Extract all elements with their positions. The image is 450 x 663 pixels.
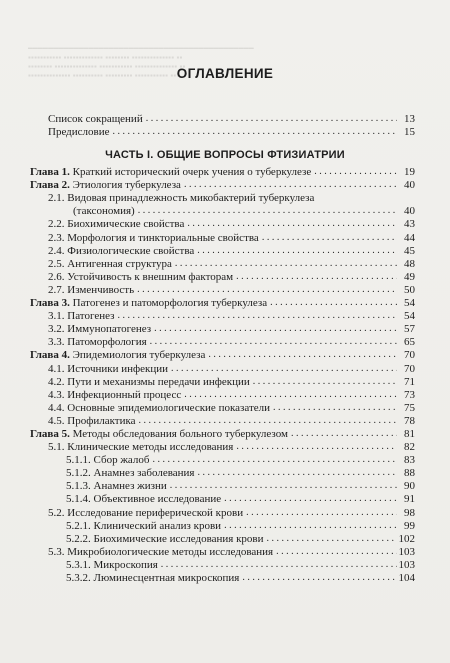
page-number: 70 [404, 349, 415, 362]
toc-entry-title: 5.3.2. Люминесцентная микроскопия [66, 572, 240, 584]
section-entry[interactable] [30, 545, 415, 558]
section-entry[interactable] [30, 440, 415, 453]
page-number: 50 [404, 283, 415, 296]
section-entry[interactable] [30, 505, 415, 518]
toc-entry-title: Глава 5. Методы обследования больного туберкулезом [30, 427, 288, 440]
page-number: 103 [398, 558, 415, 571]
toc-entry-title: 4.5. Профилактика [48, 414, 136, 427]
page-number: 49 [404, 270, 415, 283]
section-entry[interactable] [30, 453, 415, 466]
toc-entry-title: 5.3. Микробиологические методы исследования [48, 545, 274, 558]
leader-dots [224, 493, 397, 505]
chapter-label: Глава 3. [30, 297, 70, 310]
page-number: 73 [404, 388, 415, 401]
leader-dots [197, 245, 397, 257]
leader-dots [267, 533, 397, 545]
chapter-label: Глава 5. [30, 427, 70, 440]
chapter-entry[interactable] [30, 296, 415, 309]
page-number: 13 [404, 113, 415, 126]
toc-entry-title: Глава 2. Этиология туберкулеза [30, 179, 181, 192]
section-entry[interactable] [30, 217, 415, 230]
toc-entry-title: Глава 3. Патогенез и патоморфология туберкулеза [30, 297, 268, 310]
page-number: 83 [404, 454, 415, 467]
page-number: 70 [404, 362, 415, 375]
toc-entry-title: 2.6. Устойчивость к внешним факторам [48, 270, 234, 283]
leader-dots [291, 428, 397, 440]
leader-dots [152, 454, 397, 466]
page-number: 88 [404, 467, 415, 480]
page-number: 98 [404, 506, 415, 519]
chapter-entry[interactable] [30, 165, 415, 178]
section-entry[interactable] [30, 375, 415, 388]
part-title: ЧАСТЬ I. ОБЩИЕ ВОПРОСЫ ФТИЗИАТРИИ [105, 149, 345, 161]
page-number: 71 [404, 375, 415, 388]
leader-dots [242, 572, 396, 584]
toc-entry-title: 5.2.1. Клинический анализ крови [66, 519, 222, 532]
toc-entry-title: Глава 4. Эпидемиология туберкулеза [30, 349, 206, 362]
section-entry[interactable] [30, 361, 415, 374]
section-entry[interactable] [30, 492, 415, 505]
front-matter-entry[interactable] [30, 112, 415, 125]
leader-dots [184, 389, 397, 401]
toc-entry-title: 2.7. Изменчивость [48, 283, 135, 296]
front-matter-entry[interactable] [30, 125, 415, 138]
toc-entry-title: 2.2. Биохимические свойства [48, 218, 185, 231]
page-number: 19 [404, 166, 415, 179]
section-entry[interactable] [30, 519, 415, 532]
toc-entry-title: 5.1.4. Объективное исследование [66, 493, 222, 506]
section-entry[interactable] [30, 558, 415, 571]
leader-dots [146, 113, 397, 125]
leader-dots [150, 336, 397, 348]
leader-dots [154, 323, 397, 335]
page-number: 104 [398, 572, 415, 584]
page-number: 90 [404, 480, 415, 493]
leader-dots [236, 441, 397, 453]
toc-entry-title: 5.1.2. Анамнез заболевания [66, 467, 195, 480]
page-number: 91 [404, 493, 415, 506]
toc-entry-title: 5.3.1. Микроскопия [66, 558, 158, 571]
section-entry[interactable] [30, 204, 415, 217]
section-entry[interactable] [30, 270, 415, 283]
section-entry[interactable] [30, 414, 415, 427]
toc-entry-title: Глава 1. Краткий исторический очерк учения о туберкулезе [30, 166, 312, 179]
page-number: 81 [404, 427, 415, 440]
leader-dots [175, 258, 397, 270]
leader-dots [236, 271, 397, 283]
section-entry[interactable] [30, 466, 415, 479]
page-number: 54 [404, 297, 415, 310]
chapter-entry[interactable] [30, 178, 415, 191]
front-matter-list [30, 112, 415, 138]
page-number: 15 [404, 126, 415, 139]
toc-entry-title: 2.1. Видовая принадлежность микобактерий туберкулеза [48, 192, 315, 205]
section-entry[interactable] [30, 388, 415, 401]
leader-dots [246, 507, 397, 519]
section-entry[interactable] [30, 532, 415, 545]
page-number: 78 [404, 414, 415, 427]
page-number: 54 [404, 310, 415, 323]
toc-entry-title: 2.3. Морфология и тинкториальные свойства [48, 231, 259, 244]
show-through-text: ━━━━━━━━━━━━━━━━━━━━━━━━━━━━━━━━━━━━━━━━━━━━━ ▪▪▪▪▪▪▪▪▪▪▪ ▪▪▪▪▪▪▪▪▪▪▪▪▪ ▪▪▪▪▪▪▪▪ ▪▪▪▪▪▪▪▪▪▪▪▪▪▪ ▪▪ ▪▪▪▪▪▪▪▪ ▪▪▪▪▪▪▪▪▪▪▪▪▪▪ ▪▪▪▪▪▪▪▪▪▪▪ ▪▪▪▪▪▪▪▪▪▪▪▪▪▪ ▪▪ ▪▪▪▪▪▪▪▪▪▪▪▪▪▪ ▪▪▪▪▪▪▪▪▪▪ ▪▪▪▪▪▪▪▪▪ ▪▪▪▪▪▪▪▪▪▪▪ ▪▪▪ [28, 44, 254, 80]
page-number: 99 [404, 519, 415, 532]
toc-entry-title: 5.2. Исследование периферической крови [48, 506, 244, 519]
leader-dots [314, 166, 397, 178]
section-entry[interactable] [30, 309, 415, 322]
section-entry[interactable] [30, 479, 415, 492]
section-entry[interactable] [30, 322, 415, 335]
leader-dots [262, 232, 397, 244]
leader-dots [161, 559, 397, 571]
chapter-label: Глава 4. [30, 349, 70, 362]
page-number: 40 [404, 179, 415, 192]
leader-dots [253, 376, 397, 388]
toc-entry-title: 4.2. Пути и механизмы передачи инфекции [48, 375, 250, 388]
toc-entry-title: Предисловие [48, 126, 110, 139]
leader-dots [187, 218, 397, 230]
page-number: 82 [404, 441, 415, 454]
toc-title: ОГЛАВЛЕНИЕ [176, 66, 274, 81]
page-number: 45 [404, 244, 415, 257]
page-number: 57 [404, 323, 415, 336]
page-number: 44 [404, 231, 415, 244]
leader-dots [276, 546, 396, 558]
toc-entry-title: 3.2. Иммунопатогенез [48, 323, 152, 336]
toc-entry-title: Список сокращений [48, 113, 143, 126]
toc-entry-title: 5.2.2. Биохимические исследования крови [66, 532, 264, 545]
page-number: 65 [404, 336, 415, 349]
page-number: 40 [404, 205, 415, 218]
chapter-label: Глава 1. [30, 166, 70, 179]
chapter-entry[interactable] [30, 427, 415, 440]
toc-entry-title: (таксономия) [73, 205, 135, 218]
toc-entry-title: 4.1. Источники инфекции [48, 362, 169, 375]
toc-entry-title: 5.1.1. Сбор жалоб [66, 454, 150, 467]
toc-entry-title: 3.1. Патогенез [48, 310, 115, 323]
leader-dots [113, 126, 398, 138]
leader-dots [273, 402, 397, 414]
chapter-label: Глава 2. [30, 179, 70, 192]
page-number: 102 [398, 532, 415, 545]
toc-entry-title: 4.3. Инфекционный процесс [48, 388, 182, 401]
section-entry[interactable] [30, 244, 415, 257]
section-entry[interactable] [30, 401, 415, 414]
leader-dots [184, 179, 397, 191]
toc-entry-title: 3.3. Патоморфология [48, 336, 147, 349]
toc-entry-title: 4.4. Основные эпидемиологические показатели [48, 401, 271, 414]
chapter-entry[interactable] [30, 348, 415, 361]
section-entry[interactable] [30, 230, 415, 243]
page-number: 75 [404, 401, 415, 414]
leader-dots [270, 297, 397, 309]
section-entry[interactable] [30, 283, 415, 296]
section-entry[interactable] [30, 335, 415, 348]
section-entry[interactable] [30, 257, 415, 270]
leader-dots [198, 467, 398, 479]
leader-dots [170, 480, 397, 492]
leader-dots [171, 363, 397, 375]
leader-dots [117, 310, 397, 322]
leader-dots [208, 349, 397, 361]
page-number: 103 [398, 545, 415, 558]
page-number: 48 [404, 257, 415, 270]
toc-entry-title: 2.5. Антигенная структура [48, 257, 172, 270]
leader-dots [224, 520, 397, 532]
toc-entries [30, 165, 415, 584]
leader-dots [138, 205, 397, 217]
toc-entry-title: 2.4. Физиологические свойства [48, 244, 195, 257]
toc-entry-title: 5.1.3. Анамнез жизни [66, 480, 167, 493]
section-entry[interactable] [30, 571, 415, 584]
toc-entry-title: 5.1. Клинические методы исследования [48, 441, 234, 454]
leader-dots [137, 284, 397, 296]
leader-dots [139, 415, 397, 427]
section-entry[interactable] [30, 191, 415, 204]
page-number: 43 [404, 218, 415, 231]
